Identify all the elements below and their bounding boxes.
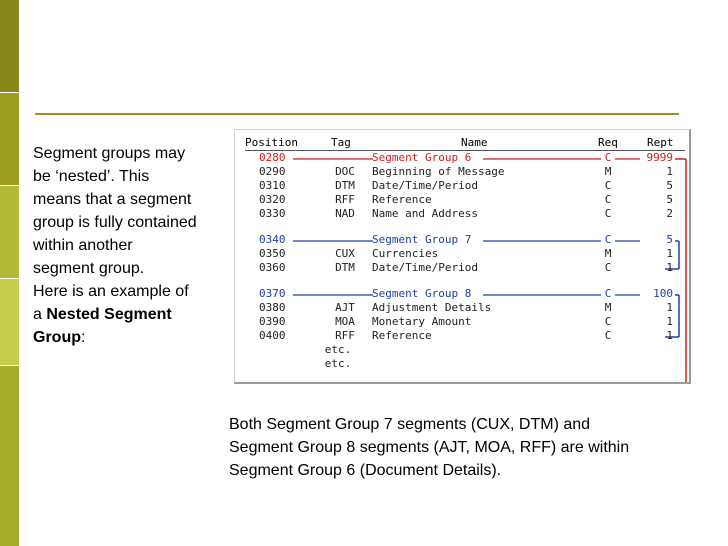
row-position: 0340 [259,233,286,246]
row-req: C [604,329,612,342]
row-rept: 5 [666,179,673,192]
intro-prefix: a [33,306,47,323]
sidebar-block [0,279,19,365]
row-tag: DOC [335,165,355,178]
row-tag: MOA [335,315,355,328]
sidebar-decoration [0,0,19,546]
intro-bold: Group [33,329,81,346]
intro-text [33,142,228,349]
row-req: C [604,233,612,246]
intro-line: segment group. [33,260,145,277]
etc-label: etc. [324,357,352,370]
intro-line: Segment groups may [33,145,186,162]
row-position: 0380 [259,301,286,314]
row-position: 0290 [259,165,286,178]
sidebar-block [0,0,19,92]
intro-line: group is fully contained [33,214,197,231]
row-position: 0370 [259,287,286,300]
intro-suffix: : [81,329,86,346]
row-req: M [604,301,612,314]
row-name: Segment Group 7 [372,233,472,246]
row-tag: NAD [335,207,355,220]
row-req: C [604,207,612,220]
row-position: 0390 [259,315,286,328]
intro-line [33,303,228,326]
row-rept: 9999 [646,151,673,164]
row-tag: DTM [335,261,355,274]
sidebar-block [0,186,19,278]
row-tag: RFF [335,329,355,342]
row-rept: 1 [666,301,673,314]
header-req: Req [598,136,618,149]
intro-line: be ‘nested’. This [33,168,150,185]
row-name: Beginning of Message [372,165,505,178]
row-position: 0330 [259,207,286,220]
row-name: Segment Group 8 [372,287,472,300]
row-position: 0400 [259,329,286,342]
row-position: 0360 [259,261,286,274]
row-name: Reference [372,329,432,342]
title-divider [35,113,679,115]
row-rept: 1 [666,315,673,328]
intro-bold: Nested Segment [46,306,172,323]
row-req: C [604,151,612,164]
row-req: C [604,193,612,206]
row-rept: 5 [666,233,673,246]
row-name: Monetary Amount [372,315,472,328]
row-req: C [604,179,612,192]
row-name: Adjustment Details [372,301,492,314]
intro-line [33,326,228,349]
row-name: Segment Group 6 [372,151,472,164]
caption-text [229,413,699,482]
row-tag: AJT [335,301,355,314]
row-rept: 2 [666,207,673,220]
header-position: Position [245,136,298,149]
row-position: 0310 [259,179,286,192]
row-req: M [604,247,612,260]
row-position: 0350 [259,247,286,260]
row-rept: 1 [666,247,673,260]
row-rept: 1 [666,261,673,274]
row-req: M [604,165,612,178]
row-rept: 1 [666,165,673,178]
row-rept: 5 [666,193,673,206]
caption-line: Segment Group 6 (Document Details). [229,462,502,479]
header-name: Name [461,136,488,149]
row-rept: 100 [653,287,673,300]
sidebar-block [0,93,19,185]
row-name: Name and Address [372,207,478,220]
header-tag: Tag [331,136,351,149]
caption-line: Segment Group 8 segments (AJT, MOA, RFF) are within [229,439,630,456]
row-tag: CUX [335,247,355,260]
sidebar-block [0,366,19,546]
etc-label: etc. [324,343,352,356]
row-name: Date/Time/Period [372,179,478,192]
row-position: 0280 [259,151,286,164]
row-name: Currencies [372,247,439,260]
row-tag: DTM [335,179,355,192]
segment-table [234,129,691,384]
row-name: Reference [372,193,432,206]
header-rept: Rept [647,136,674,149]
intro-line: within another [33,237,133,254]
caption-line: Both Segment Group 7 segments (CUX, DTM) and [229,416,591,433]
row-name: Date/Time/Period [372,261,478,274]
row-req: C [604,315,612,328]
row-tag: RFF [335,193,355,206]
row-rept: 1 [666,329,673,342]
intro-line: Here is an example of [33,283,189,300]
row-req: C [604,287,612,300]
row-req: C [604,261,612,274]
intro-line: means that a segment [33,191,192,208]
row-position: 0320 [259,193,286,206]
